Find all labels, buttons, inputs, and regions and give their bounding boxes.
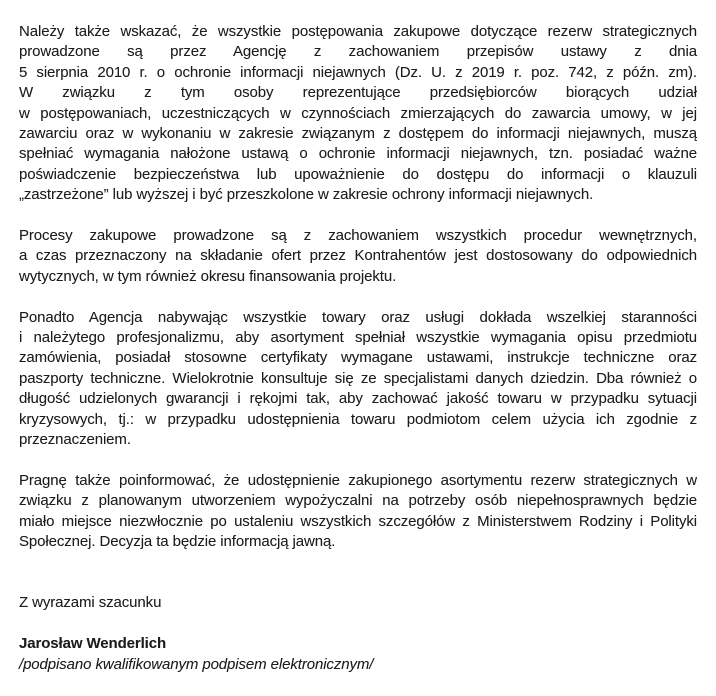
- text-line: paszporty techniczne. Wielokrotnie konsultuje się ze specjalistami danych dziedzin. Dba również o: [19, 369, 697, 387]
- text-line: Jarosław Wenderlich: [19, 635, 167, 653]
- text-line: w postępowaniach, uczestniczących w czynnościach zmierzających do zawarcia umowy, w jej: [19, 104, 697, 122]
- text-line: długość udzielonych gwarancji i rękojmi tak, aby zachować jakość towaru w przypadku sytuacji: [19, 390, 697, 408]
- text-line: Należy także wskazać, że wszystkie postępowania zakupowe dotyczące rezerw strategicznych: [19, 23, 697, 40]
- paragraph-procurement-procedures: [19, 226, 697, 287]
- text-line: „zastrzeżone” lub wyższej i być przeszkolone w zakresie ochrony informacji niejawnych.: [19, 186, 594, 204]
- text-line: spełniać wymagania nałożone ustawą o ochronie informacji niejawnych, tzn. posiadać ważne: [19, 145, 697, 163]
- text-line: a czas przeznaczony na składanie ofert przez Kontrahentów jest dostosowany do odpowiednich: [19, 247, 697, 265]
- text-line: miało miejsce niezwłocznie po ustaleniu wszystkich szczegółów z Ministerstwem Rodziny i Polityki: [19, 512, 697, 530]
- text-line: W związku z tym osoby reprezentujące przedsiębiorców biorących udział: [19, 84, 697, 102]
- text-line: przeznaczeniem.: [19, 431, 131, 449]
- text-line: zawarciu oraz w wykonaniu w zakresie związanym z dostępem do informacji niejawnych, muszą: [19, 125, 697, 143]
- text-line: Procesy zakupowe prowadzone są z zachowaniem wszystkich procedur wewnętrznych,: [19, 227, 697, 245]
- text-line: poświadczenie bezpieczeństwa lub upoważnienie do dostępu do informacji o klauzuli: [19, 165, 697, 183]
- signature-name: [19, 634, 697, 654]
- paragraph-quality-assurance: [19, 308, 697, 451]
- paragraph-rental-information: [19, 471, 697, 553]
- text-line: i należytego profesjonalizmu, aby asortyment spełniał wszystkie wymagania opisu przedmiotu: [19, 329, 697, 347]
- closing-salutation: [19, 593, 697, 613]
- text-line: Społecznej. Decyzja ta będzie informacją jawną.: [19, 533, 336, 551]
- text-line: zamówienia, posiadał stosowne certyfikaty wymagane ustawami, instrukcje techniczne oraz: [19, 349, 697, 367]
- text-line: wytycznych, w tym również okresu finansowania projektu.: [19, 267, 397, 285]
- text-line: 5 sierpnia 2010 r. o ochronie informacji niejawnych (Dz. U. z 2019 r. poz. 742, z późn. zm).: [19, 63, 697, 81]
- text-line: Pragnę także poinformować, że udostępnienie zakupionego asortymentu rezerw strategicznych w: [19, 471, 697, 489]
- paragraph-security-clearance: [19, 22, 697, 206]
- text-line: prowadzone są przez Agencję z zachowaniem przepisów ustawy z dnia: [19, 43, 697, 61]
- signature-note: [19, 655, 697, 675]
- text-line: kryzysowych, tj.: w przypadku udostępnienia towaru podmiotom celem użycia ich zgodnie z: [19, 410, 697, 428]
- text-line: Ponadto Agencja nabywając wszystkie towary oraz usługi dokłada wszelkiej staranności: [19, 308, 697, 326]
- text-line: Z wyrazami szacunku: [19, 594, 162, 612]
- text-line: /podpisano kwalifikowanym podpisem elektronicznym/: [19, 655, 374, 673]
- text-line: związku z planowanym utworzeniem wypożyczalni na potrzeby osób niepełnosprawnych będzie: [19, 492, 697, 510]
